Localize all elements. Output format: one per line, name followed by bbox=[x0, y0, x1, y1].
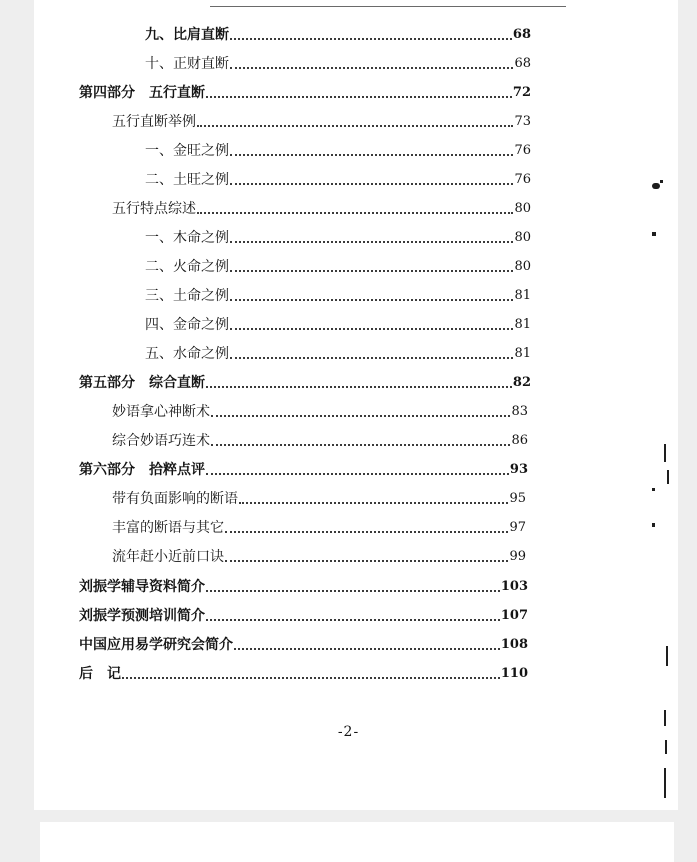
toc-entry-title: 丰富的断语与其它 bbox=[112, 520, 224, 536]
toc-entry[interactable] bbox=[145, 341, 531, 363]
dot-leader bbox=[230, 241, 513, 243]
scan-speck bbox=[652, 488, 655, 491]
toc-entry-page: 68 bbox=[512, 27, 531, 42]
scan-speck bbox=[652, 183, 660, 189]
scan-speck bbox=[652, 523, 655, 527]
toc-entry-page: 95 bbox=[509, 491, 526, 506]
scan-speck bbox=[664, 768, 666, 798]
dot-leader bbox=[230, 67, 513, 69]
toc-entry-title: 第六部分 拾粹点评 bbox=[79, 462, 205, 478]
scan-speck bbox=[664, 710, 666, 726]
toc-entry-title: 十、正财直断 bbox=[145, 56, 229, 72]
toc-entry-page: 86 bbox=[511, 433, 528, 448]
dot-leader bbox=[230, 38, 512, 40]
scan-speck bbox=[667, 470, 669, 484]
toc-entry[interactable] bbox=[112, 399, 528, 421]
toc-entry-page: 82 bbox=[512, 375, 531, 390]
toc-entry-page: 81 bbox=[514, 288, 531, 303]
toc-entry[interactable] bbox=[112, 196, 531, 218]
toc-entry[interactable] bbox=[112, 109, 531, 131]
toc-entry[interactable] bbox=[145, 22, 531, 44]
toc-entry-page: 80 bbox=[514, 259, 531, 274]
scan-speck bbox=[665, 740, 667, 754]
dot-leader bbox=[234, 648, 500, 650]
dot-leader bbox=[197, 212, 513, 214]
toc-entry-page: 103 bbox=[500, 579, 528, 594]
toc-entry-title: 第四部分 五行直断 bbox=[79, 85, 205, 101]
dot-leader bbox=[230, 357, 513, 359]
toc-entry-part[interactable] bbox=[79, 632, 528, 654]
dot-leader bbox=[206, 96, 512, 98]
toc-entry-title: 中国应用易学研究会简介 bbox=[79, 637, 233, 653]
dot-leader bbox=[230, 154, 513, 156]
page-number: -2- bbox=[337, 724, 360, 740]
toc-entry-part[interactable] bbox=[79, 370, 531, 392]
dot-leader bbox=[239, 502, 508, 504]
toc-entry[interactable] bbox=[145, 167, 531, 189]
dot-leader bbox=[225, 531, 508, 533]
toc-entry-title: 二、火命之例 bbox=[145, 259, 229, 275]
toc-entry-page: 80 bbox=[514, 201, 531, 216]
toc-entry-page: 108 bbox=[500, 637, 528, 652]
toc-entry-title: 二、土旺之例 bbox=[145, 172, 229, 188]
toc-entry-page: 76 bbox=[514, 172, 531, 187]
toc-entry-title: 综合妙语巧连术 bbox=[112, 433, 210, 449]
toc-entry[interactable] bbox=[145, 254, 531, 276]
toc-entry-part[interactable] bbox=[79, 457, 528, 479]
toc-entry-title: 三、土命之例 bbox=[145, 288, 229, 304]
dot-leader bbox=[230, 270, 513, 272]
toc-entry-part[interactable] bbox=[79, 661, 528, 683]
scan-speck bbox=[660, 180, 663, 183]
toc-entry-page: 110 bbox=[500, 666, 528, 681]
toc-entry-title: 五、水命之例 bbox=[145, 346, 229, 362]
toc-entry-page: 81 bbox=[514, 317, 531, 332]
toc-entry-page: 80 bbox=[514, 230, 531, 245]
toc-entry-title: 四、金命之例 bbox=[145, 317, 229, 333]
dot-leader bbox=[197, 125, 513, 127]
toc-entry-page: 107 bbox=[500, 608, 528, 623]
toc-entry-page: 93 bbox=[509, 462, 528, 477]
toc-entry[interactable] bbox=[145, 225, 531, 247]
toc-entry-title: 刘振学辅导资料简介 bbox=[79, 579, 205, 595]
toc-entry[interactable] bbox=[145, 51, 531, 73]
dot-leader bbox=[230, 328, 513, 330]
next-page-edge bbox=[40, 822, 674, 862]
scan-speck bbox=[652, 232, 656, 236]
toc-entry[interactable] bbox=[112, 486, 526, 508]
toc-entry[interactable] bbox=[112, 428, 528, 450]
toc-entry[interactable] bbox=[112, 544, 526, 566]
dot-leader bbox=[206, 619, 500, 621]
dot-leader bbox=[211, 444, 510, 446]
toc-entry-title: 带有负面影响的断语 bbox=[112, 491, 238, 507]
toc-entry-title: 妙语拿心神断术 bbox=[112, 404, 210, 420]
toc-entry-page: 72 bbox=[512, 85, 531, 100]
scan-speck bbox=[664, 444, 666, 462]
toc-entry-title: 一、木命之例 bbox=[145, 230, 229, 246]
toc-entry-part[interactable] bbox=[79, 603, 528, 625]
toc-entry-title: 五行直断举例 bbox=[112, 114, 196, 130]
dot-leader bbox=[206, 473, 509, 475]
dot-leader bbox=[206, 590, 500, 592]
toc-entry-page: 81 bbox=[514, 346, 531, 361]
toc-entry[interactable] bbox=[145, 283, 531, 305]
scan-speck bbox=[666, 646, 668, 666]
toc-entry-part[interactable] bbox=[79, 80, 531, 102]
toc-entry[interactable] bbox=[145, 138, 531, 160]
toc-entry-title: 后 记 bbox=[79, 666, 121, 682]
dot-leader bbox=[230, 183, 513, 185]
toc-entry-page: 83 bbox=[511, 404, 528, 419]
top-rule bbox=[210, 6, 566, 7]
toc-entry-page: 97 bbox=[509, 520, 526, 535]
toc-entry-page: 73 bbox=[514, 114, 531, 129]
dot-leader bbox=[122, 677, 500, 679]
dot-leader bbox=[225, 560, 508, 562]
toc-entry-page: 68 bbox=[514, 56, 531, 71]
toc-entry-page: 99 bbox=[509, 549, 526, 564]
toc-entry-title: 第五部分 综合直断 bbox=[79, 375, 205, 391]
toc-entry-title: 五行特点综述 bbox=[112, 201, 196, 217]
dot-leader bbox=[206, 386, 512, 388]
toc-entry-title: 流年赶小近前口诀 bbox=[112, 549, 224, 565]
dot-leader bbox=[230, 299, 513, 301]
toc-entry-page: 76 bbox=[514, 143, 531, 158]
toc-entry-title: 刘振学预测培训简介 bbox=[79, 608, 205, 624]
toc-entry-title: 九、比肩直断 bbox=[145, 27, 229, 43]
toc-entry-title: 一、金旺之例 bbox=[145, 143, 229, 159]
toc-entry-part[interactable] bbox=[79, 574, 528, 596]
dot-leader bbox=[211, 415, 510, 417]
toc-entry[interactable] bbox=[145, 312, 531, 334]
toc-entry[interactable] bbox=[112, 515, 526, 537]
